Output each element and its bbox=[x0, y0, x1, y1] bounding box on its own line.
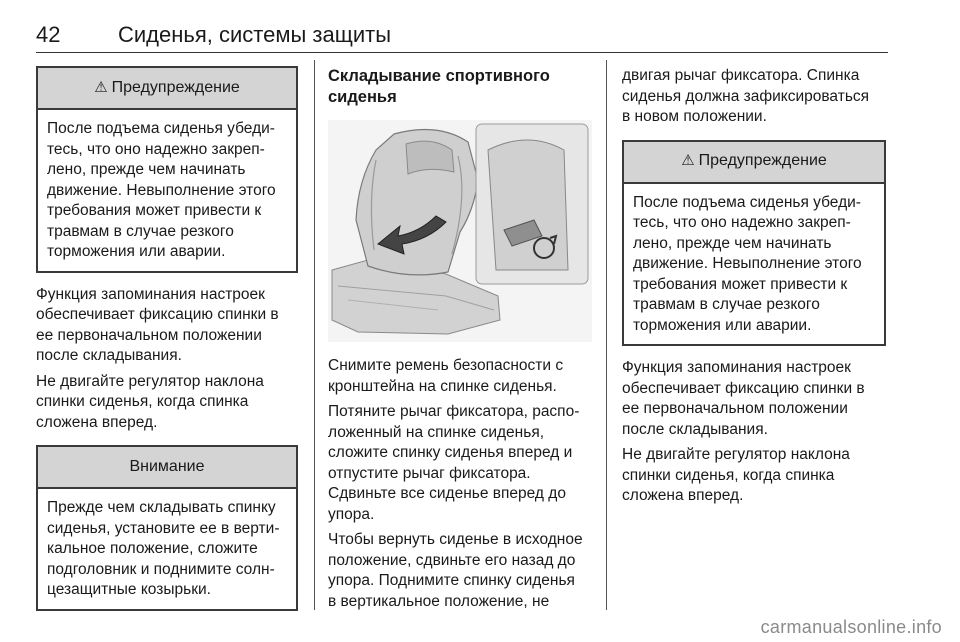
notice-box bbox=[36, 445, 298, 611]
warning-box bbox=[622, 140, 886, 347]
warning-box-header bbox=[624, 142, 884, 184]
text-line: требования может привести к bbox=[47, 202, 262, 219]
text-line: сложена вперед. bbox=[36, 413, 158, 431]
text-line: движение. Невыполнение этого bbox=[633, 255, 862, 272]
text-line: После подъема сиденья убеди- bbox=[47, 120, 275, 137]
text-line: ложенный на спинке сиденья, bbox=[328, 423, 545, 441]
paragraph bbox=[36, 372, 298, 434]
text-line: Прежде чем складывать спинку bbox=[47, 499, 276, 516]
paragraph bbox=[328, 356, 594, 397]
text-line: отпустите рычаг фиксатора. bbox=[328, 464, 531, 482]
text-line: лено, прежде чем начинать bbox=[633, 234, 832, 252]
notice-title: Внимание bbox=[129, 457, 205, 475]
text-line: подголовник и поднимите солн- bbox=[47, 560, 275, 578]
text-line: в вертикальное положение, не bbox=[328, 592, 550, 610]
text-line: Не двигайте регулятор наклона bbox=[36, 372, 264, 390]
column-divider bbox=[314, 60, 315, 610]
column-1 bbox=[36, 66, 298, 623]
paragraph bbox=[36, 285, 298, 367]
text-line: ее первоначальном положении bbox=[622, 400, 848, 417]
paragraph bbox=[622, 445, 886, 507]
text-line: спинки сиденья, когда спинка bbox=[36, 393, 249, 410]
text-line: кальное положение, сложите bbox=[47, 540, 258, 557]
text-line: требования может привести к bbox=[633, 275, 848, 293]
column-2 bbox=[328, 66, 594, 617]
text-line: торможения или аварии. bbox=[633, 316, 812, 334]
text-line: Функция запоминания настроек bbox=[36, 285, 265, 303]
warning-title: Предупреждение bbox=[698, 152, 827, 170]
warning-box bbox=[36, 66, 298, 273]
text-line: Не двигайте регулятор наклона bbox=[622, 446, 850, 463]
text-line: после складывания. bbox=[36, 347, 182, 364]
text-line: упора. Поднимите спинку сиденья bbox=[328, 572, 575, 589]
text-line: цезащитные козырьки. bbox=[47, 581, 211, 598]
text-line: обеспечивает фиксацию спинки в bbox=[36, 306, 279, 323]
heading-line: Складывание спортивного bbox=[328, 67, 550, 85]
warning-body bbox=[624, 184, 884, 345]
section-heading bbox=[328, 66, 594, 108]
text-line: сложена вперед. bbox=[622, 487, 744, 504]
column-3 bbox=[622, 66, 886, 512]
text-line: Чтобы вернуть сиденье в исходное bbox=[328, 531, 583, 548]
text-line: Сдвиньте все сиденье вперед до bbox=[328, 485, 566, 502]
header-rule bbox=[36, 52, 888, 53]
watermark: carmanualsonline.info bbox=[760, 617, 942, 637]
warning-triangle-icon: ⚠ bbox=[94, 78, 108, 96]
heading-line: сиденья bbox=[328, 88, 397, 106]
notice-body bbox=[38, 489, 296, 609]
text-line: Снимите ремень безопасности с bbox=[328, 357, 564, 374]
text-line: травмам в случае резкого bbox=[47, 222, 234, 240]
text-line: ее первоначальном положении bbox=[36, 326, 262, 344]
paragraph bbox=[328, 530, 594, 612]
text-line: торможения или аварии. bbox=[47, 243, 226, 260]
paragraph bbox=[622, 358, 886, 440]
text-line: обеспечивает фиксацию спинки в bbox=[622, 379, 865, 397]
paragraph bbox=[328, 402, 594, 525]
page-header bbox=[36, 22, 888, 52]
text-line: тесь, что оно надежно закреп- bbox=[47, 140, 265, 158]
notice-box-header bbox=[38, 447, 296, 489]
warning-triangle-icon: ⚠ bbox=[681, 152, 695, 170]
paragraph bbox=[622, 66, 886, 128]
text-line: тесь, что оно надежно закреп- bbox=[633, 214, 851, 231]
warning-box-header bbox=[38, 68, 296, 110]
text-line: Функция запоминания настроек bbox=[622, 359, 851, 376]
warning-body bbox=[38, 110, 296, 271]
text-line: двигая рычаг фиксатора. Спинка bbox=[622, 67, 860, 84]
text-line: упора. bbox=[328, 505, 375, 523]
text-line: спинки сиденья, когда спинка bbox=[622, 466, 835, 484]
text-line: движение. Невыполнение этого bbox=[47, 181, 276, 199]
page-number: 42 bbox=[36, 22, 61, 47]
text-line: сложите спинку сиденья вперед и bbox=[328, 444, 573, 461]
text-line: лено, прежде чем начинать bbox=[47, 161, 246, 178]
text-line: положение, сдвиньте его назад до bbox=[328, 551, 576, 569]
text-line: травмам в случае резкого bbox=[633, 296, 820, 313]
column-divider bbox=[606, 60, 607, 610]
text-line: После подъема сиденья убеди- bbox=[633, 193, 861, 211]
text-line: сиденья должна зафиксироваться bbox=[622, 87, 870, 105]
warning-title: Предупреждение bbox=[111, 78, 240, 96]
page-title: Сиденья, системы защиты bbox=[118, 22, 392, 47]
sport-seat-illustration bbox=[328, 120, 592, 342]
text-line: в новом положении. bbox=[622, 108, 767, 125]
text-line: Потяните рычаг фиксатора, распо- bbox=[328, 403, 580, 420]
text-line: сиденья, установите ее в верти- bbox=[47, 519, 280, 537]
text-line: кронштейна на спинке сиденья. bbox=[328, 377, 557, 395]
text-line: после складывания. bbox=[622, 420, 768, 438]
